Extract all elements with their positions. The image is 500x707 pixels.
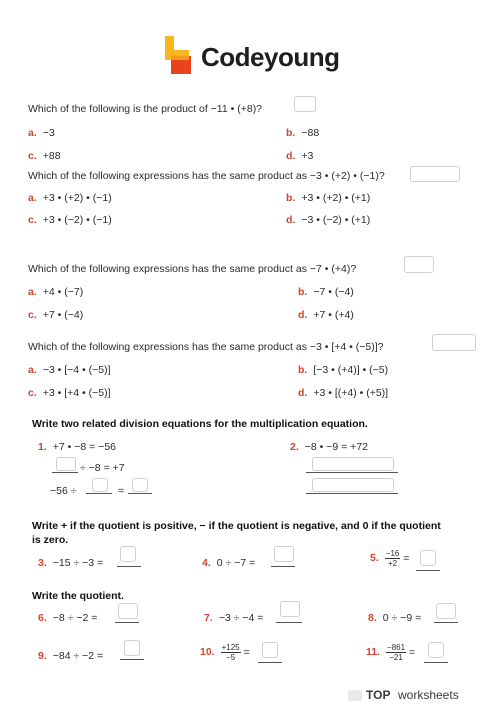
q1-option-a[interactable]: a. −3 (28, 127, 55, 139)
answer-box-6[interactable] (118, 603, 138, 619)
answer-line-3 (117, 566, 141, 567)
q2-option-c[interactable]: c. +3 • (−2) • (−1) (28, 214, 112, 226)
answer-box-4[interactable] (274, 546, 294, 562)
answer-line-2b (306, 493, 398, 494)
problem-1-line2a: −56 ÷ (50, 485, 77, 497)
codeyoung-logo-icon (163, 36, 195, 76)
q3-option-a[interactable]: a. +4 • (−7) (28, 286, 84, 298)
q4-option-d[interactable]: d. +3 • [(+4) • (+5)] (298, 387, 389, 399)
q3-option-b[interactable]: b. −7 • (−4) (298, 286, 354, 298)
q1-option-c[interactable]: c. +88 (28, 150, 61, 162)
question-4: Which of the following expressions has the same product as −3 • [+4 • (−5)]? (28, 341, 384, 353)
problem-5: 5. $\frac{-16}{+2}$ = (370, 549, 410, 568)
answer-box-9[interactable] (124, 640, 140, 656)
answer-line-11 (424, 662, 448, 663)
q4-option-a[interactable]: a. −3 • [−4 • (−5)] (28, 364, 111, 376)
q2-option-d[interactable]: d. −3 • (−2) • (+1) (286, 214, 371, 226)
footer-brand-top: TOP (366, 688, 391, 702)
q2-option-a[interactable]: a. +3 • (+2) • (−1) (28, 192, 112, 204)
problem-10: 10. $\frac{+125}{-5}$ = (200, 643, 250, 662)
answer-box-q3[interactable] (404, 256, 434, 273)
footer-brand-worksheets: worksheets (398, 688, 459, 702)
q3-option-c[interactable]: c. +7 • (−4) (28, 309, 84, 321)
question-1: Which of the following is the product of −11 • (+8)? (28, 103, 263, 115)
answer-box-11[interactable] (428, 642, 444, 658)
sign-heading: Write + if the quotient is positive, − if the quotient is negative, and 0 if the quotient is zero. (32, 520, 441, 546)
answer-box-10[interactable] (262, 642, 278, 658)
answer-box-8[interactable] (436, 603, 456, 619)
division-heading: Write two related division equations for the multiplication equation. (32, 418, 368, 430)
answer-box-q2[interactable] (410, 166, 460, 182)
answer-line-1b (86, 493, 112, 494)
problem-3: 3. −15 ÷ −3 = (38, 557, 104, 569)
answer-box-5[interactable] (420, 550, 436, 566)
problem-4: 4. 0 ÷ −7 = (202, 557, 256, 569)
problem-1-line1: ÷ −8 = +7 (80, 462, 125, 474)
answer-box-1b[interactable] (92, 478, 108, 492)
answer-line-6 (115, 622, 139, 623)
problem-1-line2b: = (118, 485, 125, 497)
problem-9: 9. −84 ÷ −2 = (38, 650, 104, 662)
answer-box-q4[interactable] (432, 334, 476, 351)
problem-11: 11. $\frac{-861}{-21}$ = (366, 643, 416, 662)
q1-option-d[interactable]: d. +3 (286, 150, 314, 162)
answer-line-9 (120, 659, 144, 660)
problem-7: 7. −3 ÷ −4 = (204, 612, 264, 624)
answer-line-7 (276, 622, 302, 623)
q4-option-c[interactable]: c. +3 • [+4 • (−5)] (28, 387, 111, 399)
logo (163, 36, 363, 82)
q3-option-d[interactable]: d. +7 • (+4) (298, 309, 354, 321)
problem-8: 8. 0 ÷ −9 = (368, 612, 422, 624)
brand-name: Codeyoung (201, 42, 340, 72)
answer-box-1c[interactable] (132, 478, 148, 492)
question-2: Which of the following expressions has the same product as −3 • (+2) • (−1)? (28, 170, 385, 182)
question-3: Which of the following expressions has the same product as −7 • (+4)? (28, 263, 357, 275)
watermark-badge (348, 690, 362, 701)
q1-option-b[interactable]: b. −88 (286, 127, 320, 139)
footer-watermark (348, 688, 494, 704)
answer-box-q1[interactable] (294, 96, 316, 112)
q2-option-b[interactable]: b. +3 • (+2) • (+1) (286, 192, 371, 204)
answer-line-1a (52, 472, 78, 473)
answer-box-7[interactable] (280, 601, 300, 617)
answer-box-2b[interactable] (312, 478, 394, 492)
problem-1: 1. +7 • −8 = −56 (38, 441, 116, 453)
answer-box-1a[interactable] (56, 457, 76, 471)
answer-line-10 (258, 662, 282, 663)
answer-line-2a (306, 472, 398, 473)
answer-line-5 (416, 570, 440, 571)
answer-line-1c (128, 493, 152, 494)
q4-option-b[interactable]: b. [−3 • (+4)] • (−5) (298, 364, 389, 376)
quotient-heading: Write the quotient. (32, 590, 124, 602)
problem-2: 2. −8 • −9 = +72 (290, 441, 368, 453)
answer-line-4 (271, 566, 295, 567)
answer-box-2a[interactable] (312, 457, 394, 471)
answer-box-3[interactable] (120, 546, 136, 562)
answer-line-8 (434, 622, 458, 623)
problem-6: 6. −8 ÷ −2 = (38, 612, 98, 624)
